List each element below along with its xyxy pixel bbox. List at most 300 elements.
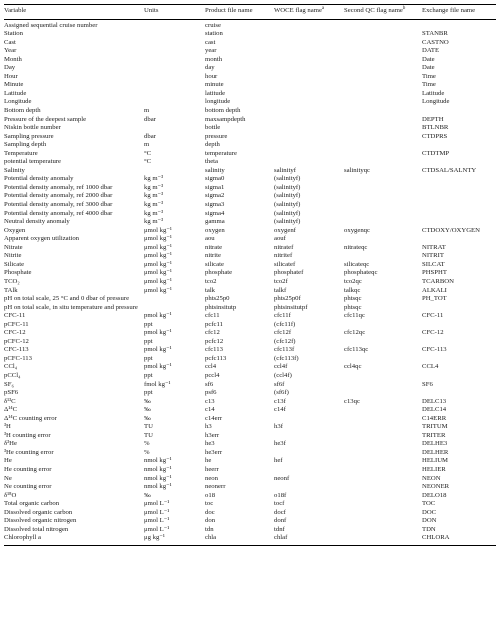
cell-exchange-file-name: DELC14 [422,406,447,414]
cell-variable: Total organic carbon [4,500,60,508]
table-row [4,517,496,526]
cell-woce-flag-name [274,116,344,125]
cell-second-qc-flag-name: tco2qc [344,277,362,285]
cell-variable: potential temperature [4,158,62,166]
cell-variable: Apparent oxygen utilization [4,235,80,243]
cell-second-qc-flag-name [344,64,422,73]
cell-exchange-file-name: DEPTH [422,115,444,123]
cell-exchange-file-name: CTDOXY/OXYGEN [422,226,480,234]
cell-units: % [144,440,150,448]
cell-units [144,30,205,39]
cell-variable: pCFC-12 [4,337,29,345]
cell-product-file-name: oxygen [205,226,225,234]
cell-exchange-file-name: DOC [422,508,437,516]
cell-variable: Ne [4,474,12,482]
table-row [4,158,496,167]
table-row [4,167,496,176]
cell-variable: SF₆ [4,380,14,388]
cell-variable: Year [4,47,17,55]
table-row [4,449,496,458]
cell-woce-flag-name [274,141,344,150]
cell-variable: Sampling pressure [4,132,54,140]
cell-product-file-name: cfc12 [205,329,220,337]
cell-units [144,56,205,65]
cell-units: kg m⁻³ [144,201,164,209]
cell-exchange-file-name: TRITER [422,431,446,439]
cell-product-file-name: cfc113 [205,346,223,354]
cell-product-file-name: o18 [205,491,216,499]
cell-second-qc-flag-name [344,98,422,107]
cell-units [144,81,205,90]
cell-product-file-name: psf6 [205,389,217,397]
cell-second-qc-flag-name: phtsqc [344,295,362,303]
cell-exchange-file-name: STANBR [422,30,448,38]
cell-variable: pCFC-11 [4,320,29,328]
cell-exchange-file-name: PH_TOT [422,295,447,303]
cell-product-file-name: tdn [205,525,214,533]
cell-product-file-name: toc [205,500,214,508]
cell-units: μmol L⁻¹ [144,508,170,516]
cell-units: μmol kg⁻¹ [144,277,172,285]
cell-second-qc-flag-name [344,192,422,201]
cell-exchange-file-name: PHSPHT [422,269,447,277]
table-row [4,64,496,73]
cell-exchange-file-name: Time [422,72,436,80]
cell-units: % [144,448,150,456]
table-row [4,235,496,244]
cell-variable: TCO₂ [4,277,20,285]
table-row [4,329,496,338]
table-row [4,312,496,321]
cell-product-file-name: don [205,517,216,525]
cell-product-file-name: ccl4 [205,363,217,371]
cell-variable: Day [4,64,16,72]
cell-units: kg m⁻³ [144,175,164,183]
cell-units: dbar [144,132,156,140]
cell-units: μmol kg⁻¹ [144,286,172,294]
cell-variable: Ne counting error [4,483,52,491]
cell-variable: δ¹³C [4,397,16,405]
cell-woce-flag-name: chlaf [274,534,288,542]
cell-exchange-file-name: CHLORA [422,534,450,542]
cell-exchange-file-name [422,192,496,201]
cell-variable: pCCl₄ [4,371,21,379]
cell-units: pmol kg⁻¹ [144,312,172,320]
column-header-label: Units [144,7,159,14]
cell-variable: TAlk [4,286,18,294]
table-row [4,227,496,236]
cell-woce-flag-name [274,56,344,65]
cell-variable: CCl₄ [4,363,18,371]
cell-woce-flag-name: (cfc12f) [274,337,296,345]
table-row [4,406,496,415]
table-row [4,218,496,227]
table-body [4,19,496,545]
cell-exchange-file-name: DELC13 [422,397,447,405]
cell-units [144,73,205,82]
cell-woce-flag-name: aouf [274,235,286,243]
cell-woce-flag-name [274,483,344,492]
cell-exchange-file-name: Longitude [422,98,450,106]
table-row [4,39,496,48]
cell-product-file-name: silicate [205,260,224,268]
table-header [4,5,496,20]
cell-variable: Δ¹⁴C [4,406,18,414]
cell-second-qc-flag-name [344,235,422,244]
column-header-units [144,5,205,20]
cell-product-file-name: doc [205,508,215,516]
cell-variable: Latitude [4,89,27,97]
cell-units: μmol kg⁻¹ [144,260,172,268]
cell-exchange-file-name [422,235,496,244]
cell-product-file-name: salinity [205,166,225,174]
cell-variable: δ¹⁸O [4,491,17,499]
cell-units: kg m⁻³ [144,209,164,217]
cell-units: pmol kg⁻¹ [144,363,172,371]
table-row [4,278,496,287]
cell-units: kg m⁻³ [144,192,164,200]
cell-units: μmol L⁻¹ [144,500,170,508]
cell-product-file-name: sigma3 [205,201,225,209]
cell-units [144,47,205,56]
table-row [4,304,496,313]
cell-woce-flag-name: h3f [274,423,283,431]
cell-woce-flag-name: nitritef [274,252,293,260]
cell-exchange-file-name: ALKALI [422,286,447,294]
cell-product-file-name: c14 [205,406,215,414]
cell-exchange-file-name: DATE [422,47,440,55]
cell-second-qc-flag-name [344,56,422,65]
cell-second-qc-flag-name: ccl4qc [344,363,362,371]
cell-second-qc-flag-name [344,492,422,501]
cell-second-qc-flag-name [344,19,422,30]
column-header-label: Product file name [205,7,253,14]
cell-units: dbar [144,115,156,123]
cell-variable: Chlorophyll a [4,534,41,542]
cell-exchange-file-name [422,210,496,219]
cell-product-file-name: day [205,64,215,72]
cell-second-qc-flag-name: cfc11qc [344,312,365,320]
cell-product-file-name: phtsinsitutp [205,303,237,311]
cell-variable: Silicate [4,260,25,268]
table-row [4,19,496,30]
cell-exchange-file-name: BTLNBR [422,124,449,132]
cell-woce-flag-name [274,466,344,475]
cell-variable: pH on total scale, 25 °C and 0 dbar of pressure [4,295,130,303]
table-row [4,483,496,492]
cell-exchange-file-name [422,184,496,193]
cell-product-file-name: sigma4 [205,209,225,217]
cell-variable: Oxygen [4,226,26,234]
cell-units [144,64,205,73]
cell-units [144,304,205,313]
cell-second-qc-flag-name: oxygenqc [344,226,370,234]
cell-second-qc-flag-name [344,141,422,150]
cell-exchange-file-name: CFC-12 [422,329,444,337]
cell-units [144,98,205,107]
cell-second-qc-flag-name [344,30,422,39]
cell-units: ppt [144,320,153,328]
cell-exchange-file-name: NEONER [422,483,450,491]
cell-woce-flag-name: cfc113f [274,346,295,354]
cell-exchange-file-name [422,201,496,210]
document-page [4,4,496,546]
cell-variable: Longitude [4,98,32,106]
cell-woce-flag-name: tocf [274,500,285,508]
cell-second-qc-flag-name [344,39,422,48]
cell-woce-flag-name: (salinityf) [274,218,301,226]
table-row [4,295,496,304]
table-row [4,133,496,142]
cell-units: m [144,141,150,149]
cell-second-qc-flag-name [344,526,422,535]
cell-woce-flag-name: he3f [274,440,286,448]
cell-units: μmol kg⁻¹ [144,243,172,251]
cell-variable: Sampling depth [4,141,47,149]
table-row [4,184,496,193]
cell-product-file-name: gamma [205,218,225,226]
cell-exchange-file-name [422,19,496,30]
cell-woce-flag-name: phtsinsitutpf [274,303,308,311]
cell-woce-flag-name: nitratef [274,243,294,251]
cell-product-file-name: phts25p0 [205,295,230,303]
cell-exchange-file-name: TDN [422,525,436,533]
cell-woce-flag-name: neonf [274,474,290,482]
cell-variable: Cast [4,38,16,46]
cell-second-qc-flag-name [344,321,422,330]
cell-units: °C [144,149,152,157]
cell-variable: Salinity [4,166,25,174]
cell-second-qc-flag-name [344,124,422,133]
cell-units: μmol L⁻¹ [144,525,170,533]
cell-exchange-file-name: CFC-113 [422,346,447,354]
column-header-variable [4,5,144,20]
cell-variable: Temperature [4,149,38,157]
cell-product-file-name: h3err [205,431,220,439]
cell-product-file-name: he3err [205,448,223,456]
cell-woce-flag-name: cfc11f [274,312,291,320]
cell-second-qc-flag-name: cfc12qc [344,329,366,337]
cell-units: TU [144,423,153,431]
cell-product-file-name: theta [205,158,218,166]
cell-woce-flag-name: talkf [274,286,287,294]
cell-units: nmol kg⁻¹ [144,483,172,491]
cell-variable: Potential density anomaly, ref 2000 dbar [4,192,113,200]
cell-variable: Potential density anomaly [4,175,74,183]
table-row [4,475,496,484]
cell-woce-flag-name: sf6f [274,380,285,388]
column-header-label: Second QC flag name [344,7,403,14]
cell-units: pmol kg⁻¹ [144,329,172,337]
cell-second-qc-flag-name [344,415,422,424]
table-row [4,423,496,432]
cell-units [144,90,205,99]
cell-exchange-file-name: HELIER [422,465,446,473]
table-row [4,534,496,545]
cell-exchange-file-name: TRITUM [422,423,448,431]
cell-units: °C [144,158,152,166]
cell-woce-flag-name [274,158,344,167]
cell-second-qc-flag-name [344,517,422,526]
cell-second-qc-flag-name [344,355,422,364]
table-row [4,440,496,449]
cell-units: pmol kg⁻¹ [144,346,172,354]
table-row [4,346,496,355]
cell-product-file-name: aou [205,235,215,243]
cell-second-qc-flag-name [344,389,422,398]
cell-woce-flag-name: docf [274,508,286,516]
cell-variable: Station [4,30,23,38]
cell-second-qc-flag-name [344,133,422,142]
cell-variable: Nitrite [4,252,22,260]
cell-woce-flag-name [274,133,344,142]
table-row [4,526,496,535]
cell-second-qc-flag-name [344,475,422,484]
cell-product-file-name: nitrate [205,243,223,251]
cell-variable: Month [4,55,22,63]
cell-exchange-file-name: CTDSAL/SALNTY [422,166,477,174]
table-row [4,150,496,159]
cell-product-file-name: tco2 [205,277,217,285]
cell-second-qc-flag-name [344,150,422,159]
cell-woce-flag-name: (salinityf) [274,183,301,191]
cell-product-file-name: bottle [205,124,221,132]
cell-second-qc-flag-name [344,252,422,261]
header-row [4,5,496,20]
cell-exchange-file-name: Time [422,81,436,89]
cell-product-file-name: neon [205,474,218,482]
cell-product-file-name: chla [205,534,217,542]
cell-woce-flag-name: (ccl4f) [274,371,292,379]
cell-units: μmol kg⁻¹ [144,235,172,243]
table-row [4,201,496,210]
cell-woce-flag-name: (salinityf) [274,209,301,217]
cell-exchange-file-name: DELO18 [422,491,447,499]
cell-units: TU [144,431,153,439]
cell-exchange-file-name: DELHER [422,448,449,456]
footnote-marker: a [321,5,325,11]
cell-exchange-file-name: SF6 [422,380,433,388]
table-row [4,98,496,107]
cell-woce-flag-name: tdnf [274,525,285,533]
cell-variable: ³H counting error [4,431,51,439]
cell-second-qc-flag-name [344,81,422,90]
cell-second-qc-flag-name [344,90,422,99]
table-row [4,175,496,184]
cell-product-file-name: pcfc12 [205,337,224,345]
cell-units: μmol L⁻¹ [144,517,170,525]
cell-product-file-name: sf6 [205,380,214,388]
cell-second-qc-flag-name: cfc113qc [344,346,369,354]
cell-woce-flag-name [274,150,344,159]
cell-exchange-file-name [422,218,496,227]
cell-variable: Potential density anomaly, ref 4000 dbar [4,209,113,217]
cell-product-file-name: month [205,55,223,63]
cell-exchange-file-name: CFC-11 [422,312,444,320]
cell-variable: pCFC-113 [4,354,32,362]
table-row [4,107,496,116]
cell-product-file-name: latitude [205,89,226,97]
cell-exchange-file-name: CTDPRS [422,132,448,140]
cell-variable: Minute [4,81,24,89]
cell-product-file-name: sigma0 [205,175,225,183]
table-row [4,389,496,398]
cell-woce-flag-name [274,90,344,99]
cell-woce-flag-name [274,432,344,441]
cell-woce-flag-name [274,47,344,56]
table-row [4,466,496,475]
table-row [4,116,496,125]
column-header-label: Variable [4,7,27,14]
cell-variable: Niskin bottle number [4,124,61,132]
cell-woce-flag-name [274,19,344,30]
cell-exchange-file-name: CTDTMP [422,149,450,157]
cell-second-qc-flag-name [344,406,422,415]
table-row [4,30,496,39]
table-row [4,210,496,219]
cell-exchange-file-name: HELIUM [422,457,449,465]
cell-second-qc-flag-name: phosphateqc [344,269,378,277]
cell-units: kg m⁻³ [144,218,164,226]
table-row [4,457,496,466]
cell-product-file-name: longitude [205,98,231,106]
cell-product-file-name: he3 [205,440,215,448]
cell-product-file-name: bottom depth [205,107,241,115]
cell-product-file-name: phosphate [205,269,233,277]
cell-exchange-file-name: NITRAT [422,243,446,251]
cell-units: m [144,107,150,115]
cell-second-qc-flag-name: talkqc [344,286,361,294]
table-row [4,363,496,372]
cell-variable: CFC-12 [4,329,26,337]
table-row [4,252,496,261]
table-row [4,287,496,296]
cell-units [144,39,205,48]
table-row [4,321,496,330]
table-row [4,338,496,347]
table-row [4,261,496,270]
cell-product-file-name: maxsampdepth [205,115,246,123]
cell-exchange-file-name: DELHE3 [422,440,448,448]
cell-units: ppt [144,337,153,345]
cell-units [144,124,205,133]
cell-second-qc-flag-name: nitrateqc [344,243,368,251]
cell-exchange-file-name: NEON [422,474,441,482]
cell-woce-flag-name [274,107,344,116]
column-header-second-qc-flag-name [344,5,422,20]
table-row [4,47,496,56]
table-row [4,269,496,278]
cell-exchange-file-name: TCARBON [422,277,454,285]
column-header-woce-flag-name [274,5,344,20]
cell-woce-flag-name: (sf6f) [274,389,289,397]
cell-variable: Dissolved organic nitrogen [4,517,77,525]
cell-second-qc-flag-name [344,175,422,184]
cell-units: μmol kg⁻¹ [144,269,172,277]
cell-exchange-file-name: CASTNO [422,38,449,46]
table-row [4,509,496,518]
cell-woce-flag-name: (salinityf) [274,192,301,200]
cell-units: ‰ [144,491,151,499]
cell-woce-flag-name: salinityf [274,166,296,174]
cell-units [144,19,205,30]
cell-product-file-name: h3 [205,423,212,431]
table-row [4,81,496,90]
cell-second-qc-flag-name [344,201,422,210]
table-row [4,381,496,390]
cell-variable: Potential density anomaly, ref 1000 dbar [4,183,113,191]
cell-second-qc-flag-name [344,116,422,125]
